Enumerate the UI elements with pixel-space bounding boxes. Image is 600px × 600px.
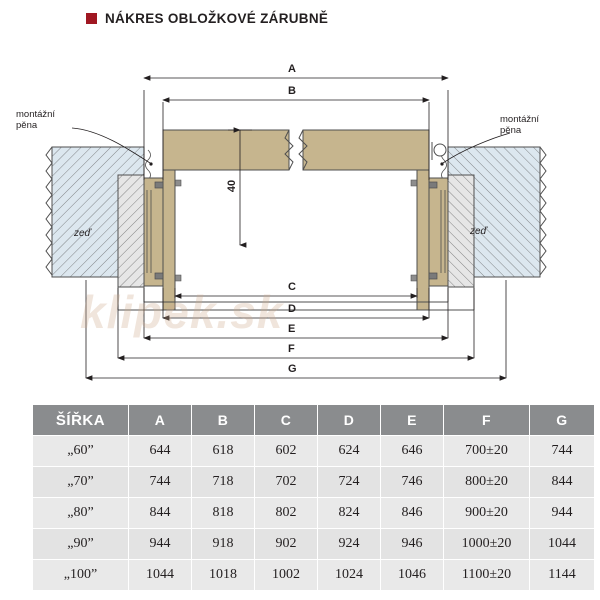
cell-g: 944 [530,498,595,529]
cell-a: 1044 [129,560,192,591]
cell-c: 602 [255,436,318,467]
cell-g: 844 [530,467,595,498]
cell-f: 1000±20 [444,529,530,560]
table-header-d: D [318,405,381,436]
table-row [33,529,595,560]
cell-g: 1144 [530,560,595,591]
cell-a: 644 [129,436,192,467]
technical-drawing [0,30,600,400]
cell-a: 944 [129,529,192,560]
cell-e: 1046 [381,560,444,591]
cell-d: 1024 [318,560,381,591]
table [32,404,595,591]
table-header-a: A [129,405,192,436]
dim-label-b: B [288,85,296,97]
cell-c: 902 [255,529,318,560]
cell-a: 844 [129,498,192,529]
cell-d: 924 [318,529,381,560]
title-text: NÁKRES OBLOŽKOVÉ ZÁRUBNĚ [105,11,329,26]
cell-sirka: „70” [33,467,129,498]
dim-label-d: D [288,303,296,315]
cell-b: 718 [192,467,255,498]
watermark: klipek.sk [80,286,284,338]
cell-d: 824 [318,498,381,529]
table-row [33,467,595,498]
table-header-c: C [255,405,318,436]
cell-f: 800±20 [444,467,530,498]
dim-label-g: G [288,363,297,375]
table-header-row [33,405,595,436]
cell-b: 818 [192,498,255,529]
cell-b: 918 [192,529,255,560]
label-foam-left-line2: pěna [16,119,38,131]
dim-label-thickness: 40 [226,179,239,193]
label-foam-right-line2: pěna [500,124,522,136]
cell-e: 746 [381,467,444,498]
cell-c: 1002 [255,560,318,591]
drawing-svg [0,30,600,400]
dim-label-f: F [288,343,295,355]
cell-sirka: „100” [33,560,129,591]
page-title [86,11,328,26]
table-header-sirka: ŠÍŘKA [33,405,129,436]
cell-e: 646 [381,436,444,467]
table-header-b: B [192,405,255,436]
label-wall-left: zeď [74,228,91,239]
dim-label-e: E [288,323,296,335]
cell-b: 618 [192,436,255,467]
table-row [33,498,595,529]
label-foam-left [16,110,55,132]
label-wall-right: zeď [470,226,487,237]
table-row [33,436,595,467]
cell-g: 744 [530,436,595,467]
cell-b: 1018 [192,560,255,591]
table-row [33,560,595,591]
label-foam-right-line1: montážní [500,114,540,125]
table-header-g: G [530,405,595,436]
frame-lintel [163,130,429,170]
dimension-table [32,404,576,591]
label-foam-right [500,115,539,137]
cell-sirka: „60” [33,436,129,467]
label-foam-left-line1: montážní [16,109,56,120]
cell-sirka: „90” [33,529,129,560]
dim-label-a: A [288,63,296,75]
cell-d: 724 [318,467,381,498]
cell-sirka: „80” [33,498,129,529]
cell-e: 846 [381,498,444,529]
title-bullet-icon [86,13,97,24]
cell-e: 946 [381,529,444,560]
frame-jamb-left [118,170,181,310]
table-header-e: E [381,405,444,436]
table-header-f: F [444,405,530,436]
cell-a: 744 [129,467,192,498]
cell-f: 1100±20 [444,560,530,591]
cell-g: 1044 [530,529,595,560]
cell-f: 700±20 [444,436,530,467]
cell-c: 802 [255,498,318,529]
cell-f: 900±20 [444,498,530,529]
dim-label-c: C [288,281,296,293]
cell-d: 624 [318,436,381,467]
cell-c: 702 [255,467,318,498]
